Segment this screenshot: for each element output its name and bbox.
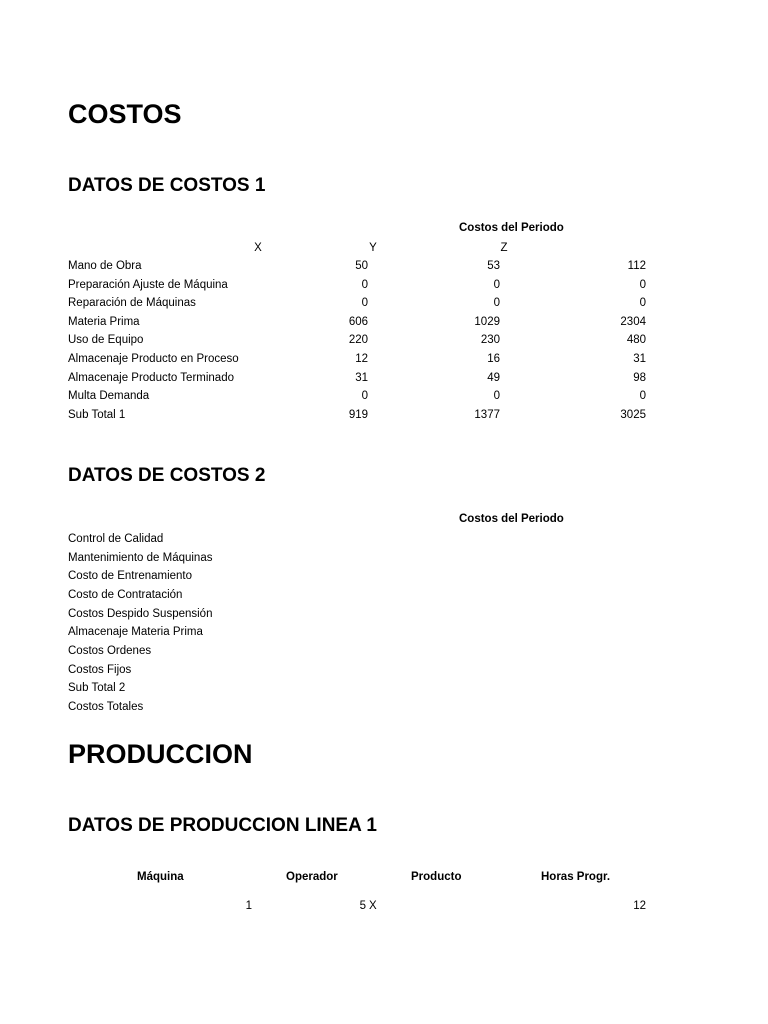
- cell-x: 220: [348, 334, 368, 346]
- cell-y: 1377: [474, 409, 500, 421]
- column-header-maquina: Máquina: [137, 871, 184, 883]
- period-header: Costos del Periodo: [459, 222, 564, 234]
- cell-z: 0: [639, 390, 646, 402]
- cell-y: 53: [487, 260, 500, 272]
- cell-z: 3025: [620, 409, 646, 421]
- cell-z: 31: [633, 353, 646, 365]
- section-title-produccion: PRODUCCION: [68, 739, 253, 769]
- cell-x: 12: [355, 353, 368, 365]
- cell-y: 1029: [474, 316, 500, 328]
- row-label: Mano de Obra: [68, 260, 142, 272]
- column-header-horas-progr: Horas Progr.: [541, 871, 611, 883]
- cell-y: 230: [480, 334, 500, 346]
- row-label: Almacenaje Producto en Proceso: [68, 353, 239, 365]
- column-header-z: Z: [500, 242, 508, 254]
- row-label: Costo de Contratación: [68, 589, 183, 601]
- row-label: Mantenimiento de Máquinas: [68, 552, 213, 564]
- column-header-y: Y: [369, 242, 377, 254]
- cell-x: 31: [355, 372, 368, 384]
- cell-z: 480: [626, 334, 646, 346]
- cell-y: 0: [493, 279, 500, 291]
- cell-operador: 5: [359, 900, 366, 912]
- cell-y: 0: [493, 297, 500, 309]
- cell-z: 2304: [620, 316, 646, 328]
- row-label: Costos Despido Suspensión: [68, 608, 213, 620]
- cell-x: 919: [348, 409, 368, 421]
- subsection-title-datos-costos-2: DATOS DE COSTOS 2: [68, 465, 266, 486]
- cell-z: 98: [633, 372, 646, 384]
- cell-x: 606: [348, 316, 368, 328]
- section-title-costos: COSTOS: [68, 99, 182, 129]
- column-header-producto: Producto: [411, 871, 462, 883]
- row-label: Uso de Equipo: [68, 334, 144, 346]
- row-label: Costo de Entrenamiento: [68, 570, 193, 582]
- cell-maquina: 1: [245, 900, 252, 912]
- cell-x: 0: [361, 390, 368, 402]
- cell-horas: 12: [633, 900, 646, 912]
- row-label-subtotal: Sub Total 1: [68, 409, 126, 421]
- cell-producto: X: [369, 900, 377, 912]
- cell-y: 49: [487, 372, 500, 384]
- column-header-x: X: [254, 242, 262, 254]
- row-label: Preparación Ajuste de Máquina: [68, 279, 228, 291]
- row-label-subtotal: Sub Total 2: [68, 682, 126, 694]
- subsection-title-datos-produccion-linea-1: DATOS DE PRODUCCION LINEA 1: [68, 815, 377, 836]
- row-label: Costos Ordenes: [68, 645, 152, 657]
- row-label: Almacenaje Materia Prima: [68, 626, 203, 638]
- cell-x: 50: [355, 260, 368, 272]
- cell-z: 0: [639, 297, 646, 309]
- cell-y: 0: [493, 390, 500, 402]
- row-label: Reparación de Máquinas: [68, 297, 196, 309]
- cell-z: 0: [639, 279, 646, 291]
- row-label: Control de Calidad: [68, 533, 164, 545]
- subsection-title-datos-costos-1: DATOS DE COSTOS 1: [68, 175, 266, 196]
- cell-x: 0: [361, 279, 368, 291]
- row-label: Materia Prima: [68, 316, 140, 328]
- row-label: Almacenaje Producto Terminado: [68, 372, 234, 384]
- period-header: Costos del Periodo: [459, 513, 564, 525]
- column-header-operador: Operador: [286, 871, 338, 883]
- row-label-total: Costos Totales: [68, 701, 144, 713]
- row-label: Costos Fijos: [68, 664, 132, 676]
- cell-x: 0: [361, 297, 368, 309]
- row-label: Multa Demanda: [68, 390, 150, 402]
- cell-y: 16: [487, 353, 500, 365]
- cell-z: 112: [627, 260, 646, 272]
